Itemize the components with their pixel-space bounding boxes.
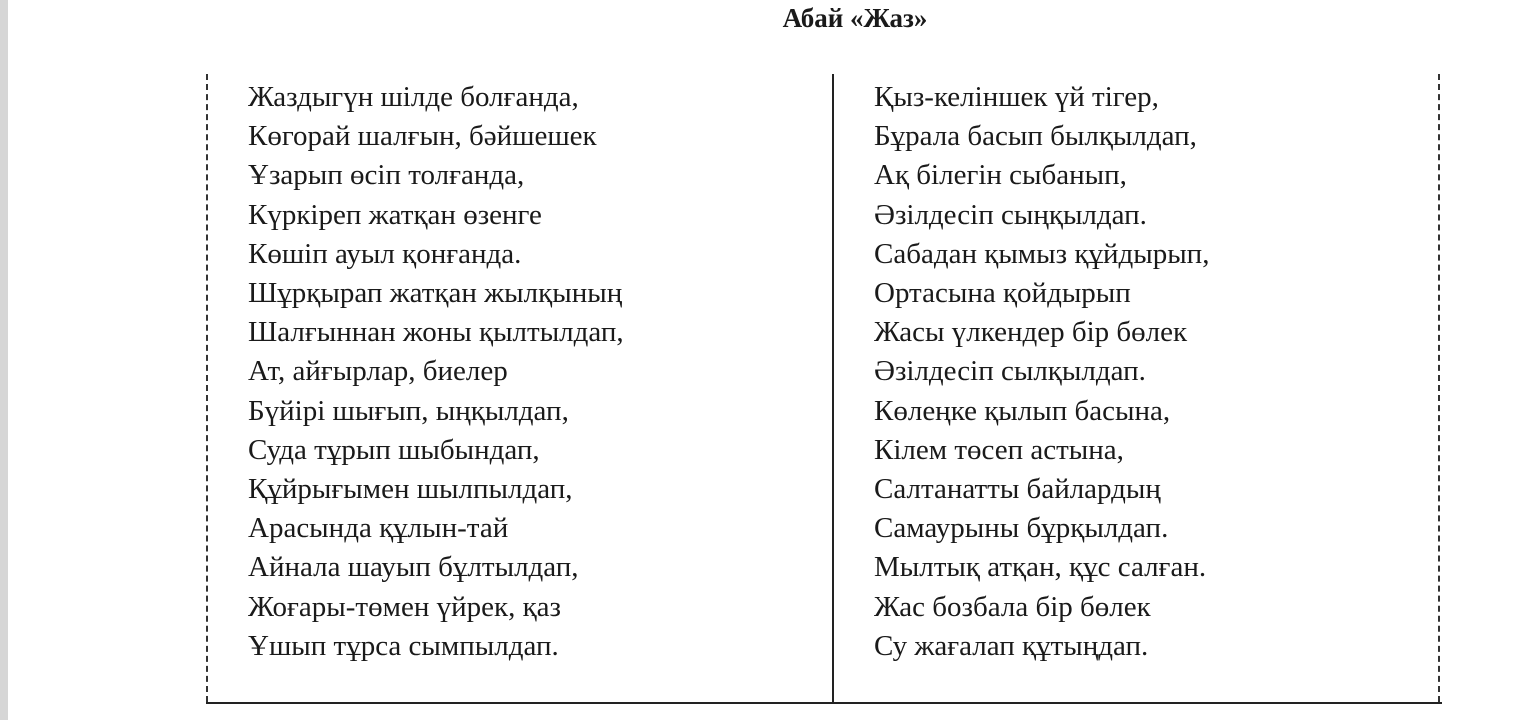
poem-line: Қыз-келіншек үй тігер, [874,81,1159,113]
poem-line: Көлеңке қылып басына, [874,394,1171,427]
poem-line: Айнала шауып бұлтылдап, [248,551,579,584]
poem-line: Әзілдесіп сыңқылдап. [874,198,1147,231]
poem-table [206,74,1442,704]
poem-line: Ат, айғырлар, биелер [248,355,508,388]
poem-line: Шұрқырап жатқан жылқының [248,277,623,310]
poem-line: Салтанатты байлардың [874,473,1161,506]
left-border [206,74,208,702]
poem-line: Бұрала басып былқылдап, [874,120,1197,153]
middle-border [832,74,834,702]
page-edge [0,0,8,720]
left-stanza-column [248,78,624,666]
poem-line: Жаздыгүн шілде болғанда, [248,81,579,113]
poem-line: Самаурыны бұрқылдап. [874,512,1169,545]
poem-line: Жоғары-төмен үйрек, қаз [248,590,561,623]
poem-line: Құйрығымен шылпылдап, [248,473,573,506]
poem-line: Ұзарып өсіп толғанда, [248,159,525,192]
right-border [1438,74,1440,702]
poem-line: Суда тұрып шыбындап, [248,433,540,466]
poem-title: Абай «Жаз» [782,3,928,33]
poem-line: Шалғыннан жоны қылтылдап, [248,316,624,349]
poem-line: Мылтық атқан, құс салған. [874,551,1207,584]
poem-line: Жасы үлкендер бір бөлек [874,316,1188,349]
poem-line: Күркіреп жатқан өзенге [248,198,542,231]
poem-line: Ақ білегін сыбанып, [874,159,1127,192]
right-stanza-column [874,78,1209,666]
poem-line: Көгорай шалғын, бәйшешек [248,120,597,153]
poem-line: Арасында құлын-тай [248,512,509,545]
poem-line: Ортасына қойдырып [874,277,1131,310]
poem-line: Сабадан қымыз құйдырып, [874,237,1210,270]
poem-line: Әзілдесіп сылқылдап. [874,355,1146,388]
poem-line: Кілем төсеп астына, [874,433,1124,466]
poem-line: Ұшып тұрса сымпылдап. [248,629,559,662]
poem-line: Көшіп ауыл қонғанда. [248,237,522,270]
poem-line: Бүйірі шығып, ыңқылдап, [248,394,569,427]
poem-line: Су жағалап құтыңдап. [874,629,1149,662]
poem-line: Жас бозбала бір бөлек [874,590,1151,623]
